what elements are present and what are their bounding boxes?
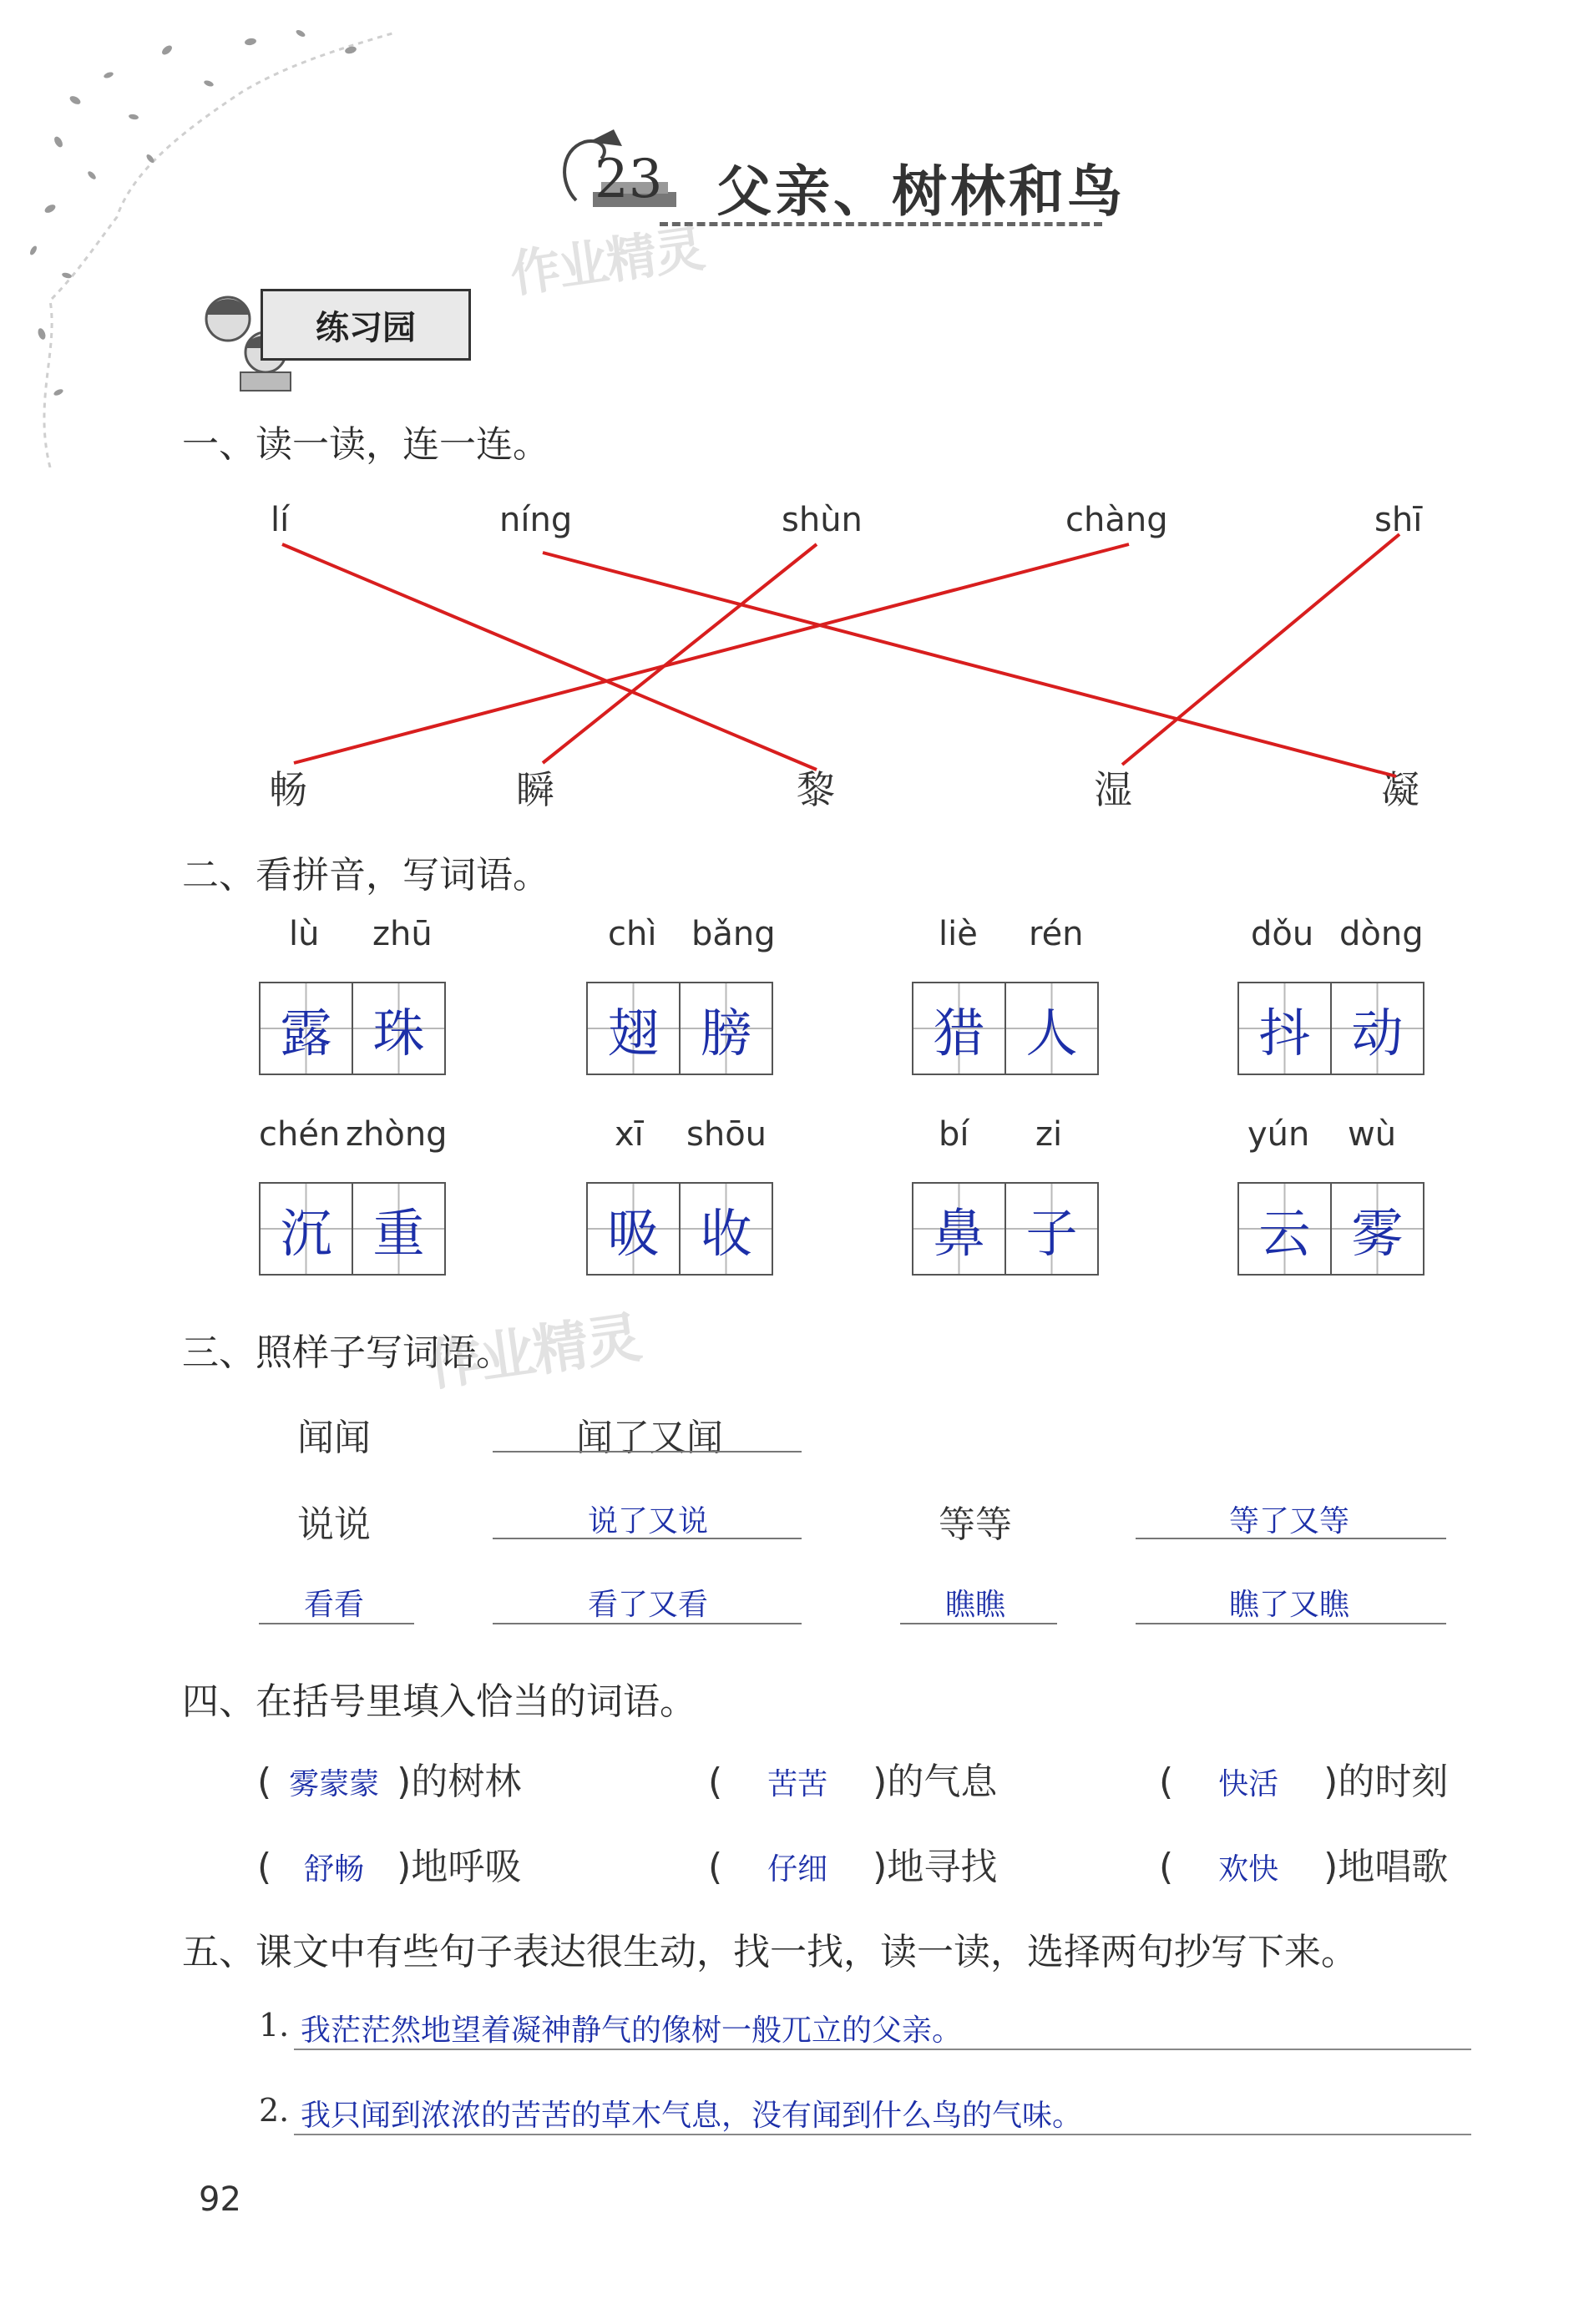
s2-pinyin: chì <box>608 915 657 953</box>
char-chang: 畅 <box>269 767 307 812</box>
s2-pinyin: yún <box>1247 1115 1310 1154</box>
char-ning: 凝 <box>1381 767 1419 812</box>
box-char: 云 <box>1239 1184 1332 1274</box>
s2-pinyin: lù <box>289 915 320 953</box>
word-dengdeng: 等等 <box>939 1503 1012 1546</box>
fill-answer: 欢快 <box>1218 1852 1279 1887</box>
answer-kankan: 看了又看 <box>588 1588 709 1622</box>
box-char: 收 <box>681 1184 772 1274</box>
pinyin-shi: shī <box>1374 501 1423 539</box>
answer-dengdeng: 等了又等 <box>1229 1504 1350 1538</box>
s2-pinyin: rén <box>1029 915 1084 953</box>
page-number: 92 <box>199 2180 241 2219</box>
fill-item: ( 舒畅 )地呼吸 <box>257 1846 522 1888</box>
box-char: 重 <box>353 1184 444 1274</box>
link-li-li <box>282 544 817 770</box>
fill-suffix: 地呼吸 <box>411 1846 522 1888</box>
answer-underline <box>493 1623 802 1624</box>
box-char: 鼻 <box>913 1184 1006 1274</box>
fill-item: ( 雾蒙蒙 )的树林 <box>257 1761 522 1803</box>
box-char: 人 <box>1006 983 1097 1074</box>
word-kankan: 看看 <box>304 1588 365 1622</box>
s2-pinyin: zi <box>1035 1115 1063 1154</box>
s2-pinyin: dòng <box>1339 915 1424 953</box>
fill-answer: 苦苦 <box>767 1767 828 1801</box>
box-char: 雾 <box>1332 1184 1423 1274</box>
char-li: 黎 <box>797 767 835 812</box>
section2-heading: 二、看拼音，写词语。 <box>182 854 549 897</box>
answer-underline <box>1136 1538 1446 1539</box>
answer-underline <box>1136 1623 1446 1624</box>
lesson-title: 父亲、树林和鸟 <box>716 159 1126 224</box>
fill-answer: 仔细 <box>767 1852 828 1887</box>
matching-lines <box>0 0 1594 835</box>
s2-pinyin: zhū <box>372 915 433 953</box>
fill-suffix: 地唱歌 <box>1338 1846 1449 1888</box>
word-box-xishou <box>586 1182 773 1276</box>
s2-pinyin: bí <box>939 1115 969 1154</box>
word-qiaoqiao: 瞧瞧 <box>945 1588 1006 1622</box>
lesson-number: 23 <box>595 149 663 210</box>
fill-item: ( 仔细 )地寻找 <box>708 1846 998 1888</box>
word-box-lieren <box>912 982 1099 1075</box>
s2-pinyin: chén <box>259 1115 341 1154</box>
s2-pinyin: shōu <box>686 1115 767 1154</box>
fill-suffix: 的气息 <box>887 1761 998 1803</box>
sentence-line <box>294 2134 1471 2135</box>
section3-heading: 三、照样子写词语。 <box>182 1331 513 1374</box>
box-char: 抖 <box>1239 983 1332 1074</box>
sentence-text: 我只闻到浓浓的苦苦的草木气息，没有闻到什么鸟的气味。 <box>301 2099 1083 2133</box>
link-chang-chang <box>294 544 1129 763</box>
fill-suffix: 的时刻 <box>1338 1761 1449 1803</box>
answer-qiaoqiao: 瞧了又瞧 <box>1229 1588 1350 1622</box>
sentence-line <box>294 2049 1471 2050</box>
s2-pinyin: dǒu <box>1251 915 1314 953</box>
fill-suffix: 的树林 <box>411 1761 522 1803</box>
box-char: 膀 <box>681 983 772 1074</box>
word-box-chibang <box>586 982 773 1075</box>
section1-heading: 一、读一读，连一连。 <box>182 423 549 466</box>
word-box-bizi <box>912 1182 1099 1276</box>
watermark: 作业精灵 <box>506 220 707 305</box>
word-box-luzhu <box>259 982 446 1075</box>
fill-answer: 舒畅 <box>304 1852 365 1887</box>
sentence-number: 2. <box>259 2092 290 2129</box>
box-char: 动 <box>1332 983 1423 1074</box>
word-box-yunwu <box>1237 1182 1424 1276</box>
box-char: 珠 <box>353 983 444 1074</box>
s2-pinyin: liè <box>939 915 978 953</box>
link-shun-shun <box>543 544 817 763</box>
fill-item: ( 苦苦 )的气息 <box>708 1761 998 1803</box>
box-char: 翅 <box>588 983 681 1074</box>
char-shi: 湿 <box>1094 767 1132 812</box>
sentence-number: 1. <box>259 2007 290 2044</box>
example-word: 闻闻 <box>297 1417 371 1459</box>
box-char: 沉 <box>261 1184 353 1274</box>
pinyin-ning: níng <box>499 501 573 539</box>
char-shun: 瞬 <box>516 767 554 812</box>
box-char: 子 <box>1006 1184 1097 1274</box>
word-box-chenzhong <box>259 1182 446 1276</box>
example-underline <box>493 1451 802 1452</box>
section5-heading: 五、课文中有些句子表达很生动，找一找，读一读，选择两句抄写下来。 <box>182 1931 1358 1973</box>
fill-answer: 快活 <box>1218 1767 1279 1801</box>
s2-pinyin: xī <box>615 1115 644 1154</box>
example-answer: 闻了又闻 <box>576 1417 723 1459</box>
word-underline <box>900 1623 1057 1624</box>
fill-item: ( 欢快 )地唱歌 <box>1159 1846 1449 1888</box>
s2-pinyin: bǎng <box>691 915 776 953</box>
fill-answer: 雾蒙蒙 <box>289 1767 380 1801</box>
pinyin-shun: shùn <box>782 501 863 539</box>
word-box-doudong <box>1237 982 1424 1075</box>
answer-underline <box>493 1538 802 1539</box>
sentence-text: 我茫茫然地望着凝神静气的像树一般兀立的父亲。 <box>301 2013 963 2048</box>
pinyin-li: lí <box>271 501 290 539</box>
link-shi-shi <box>1122 534 1399 765</box>
watermark: 作业精灵 <box>423 1305 644 1399</box>
section4-heading: 四、在括号里填入恰当的词语。 <box>182 1680 696 1723</box>
fill-item: ( 快活 )的时刻 <box>1159 1761 1449 1803</box>
box-char: 猎 <box>913 983 1006 1074</box>
fill-suffix: 地寻找 <box>887 1846 998 1888</box>
box-char: 吸 <box>588 1184 681 1274</box>
answer-shuoshuo: 说了又说 <box>588 1504 709 1538</box>
box-char: 露 <box>261 983 353 1074</box>
s2-pinyin: zhòng <box>346 1115 448 1154</box>
practice-badge-label: 练习园 <box>316 308 416 347</box>
pinyin-chang: chàng <box>1065 501 1168 539</box>
word-shuoshuo: 说说 <box>297 1503 371 1546</box>
word-underline <box>259 1623 414 1624</box>
s2-pinyin: wù <box>1348 1115 1397 1154</box>
